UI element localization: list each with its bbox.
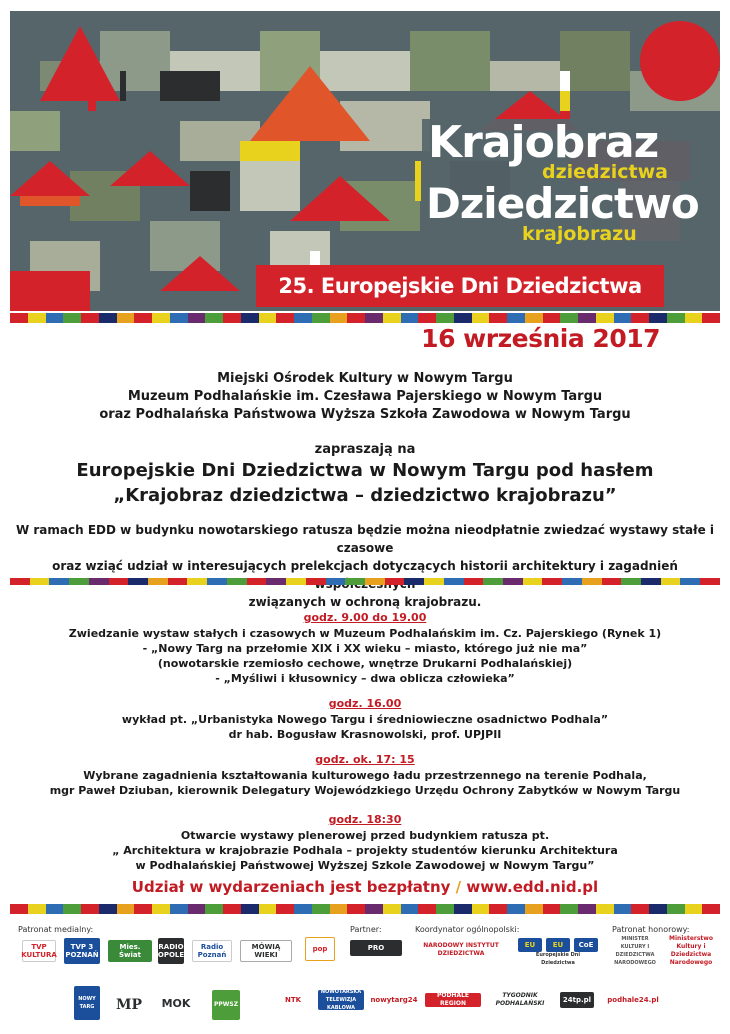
title-block	[422, 119, 707, 267]
event-block	[0, 611, 730, 686]
logo-ministerstwo: Ministerstwo Kultury i Dziedzictwa Narodowego	[665, 936, 717, 966]
headline	[0, 458, 730, 508]
logo-eu: EU	[518, 938, 542, 952]
event-line: (nowotarskie rzemiosło cechowe, wnętrze Drukarni Podhalańskiej)	[157, 657, 573, 670]
event-date: 16 września 2017	[421, 324, 660, 353]
logo-24tp: 24tp.pl	[560, 992, 594, 1008]
description	[0, 521, 730, 611]
description-line: oraz wziąć udział w interesujących prelekcjach dotyczących historii architektury i zagadnień	[52, 559, 678, 573]
logo-pro: PRO	[350, 940, 402, 956]
event-time: godz. 18:30	[328, 813, 402, 826]
logo-tvp-kultura: TVP KULTURA	[22, 940, 56, 962]
logo-nowy-targ: NOWY TARG	[74, 986, 100, 1020]
event-time: godz. 16.00	[328, 697, 402, 710]
title-dziedzictwa: dziedzictwa	[542, 161, 668, 183]
logo-eu: EU	[546, 938, 570, 952]
logo-mowia-wieki: MÓWIĄ WIEKI	[240, 940, 292, 962]
logo-tvp3-poznan: TVP 3 POZNAŃ	[64, 938, 100, 964]
organizer-line: Miejski Ośrodek Kultury w Nowym Targu	[217, 371, 513, 386]
event-line: Otwarcie wystawy plenerowej przed budynkiem ratusza pt.	[180, 829, 550, 842]
partner-label: Partner:	[350, 925, 382, 934]
event-time: godz. 9.00 do 19.00	[303, 611, 427, 624]
event-block	[0, 813, 730, 873]
free-entry-line	[0, 878, 730, 896]
logo-mok: MOK	[156, 990, 196, 1018]
logo-ntk-tv: NOWOTARSKA TELEWIZJA KABLOWA	[318, 990, 364, 1010]
invite-text: zapraszają na	[314, 442, 416, 457]
headline-line: „Krajobraz dziedzictwa – dziedzictwo krajobrazu”	[113, 485, 617, 506]
logo-radio-poznan: Radio Poznań	[192, 940, 232, 962]
event-line: wykład pt. „Urbanistyka Nowego Targu i średniowieczne osadnictwo Podhala”	[121, 713, 609, 726]
description-line: związanych w ochroną krajobrazu.	[248, 595, 482, 609]
coordinator-label: Koordynator ogólnopolski:	[415, 925, 520, 934]
color-stripe	[10, 904, 720, 914]
title-krajobrazu: krajobrazu	[522, 223, 637, 245]
website-link[interactable]: www.edd.nid.pl	[466, 878, 599, 896]
logo-podhale-region: PODHALE REGION	[425, 993, 481, 1007]
event-line: w Podhalańskiej Państwowej Wyższej Szkole Zawodowej w Nowym Targu”	[135, 859, 595, 872]
event-line: „ Architektura w krajobrazie Podhala – projekty studentów kierunku Architektura	[112, 844, 618, 857]
logo-podhale24: podhale24.pl	[608, 990, 658, 1010]
title-dziedzictwo: Dziedzictwo	[426, 179, 699, 228]
event-line: mgr Paweł Dziuban, kierownik Delegatury Wojewódzkiego Urzędu Ochrony Zabytków w Nowym Targu	[49, 784, 681, 797]
event-line: dr hab. Bogusław Krasnowolski, prof. UPJPII	[228, 728, 502, 741]
event-block	[0, 697, 730, 742]
description-line: W ramach EDD w budynku nowotarskiego ratusza będzie można nieodpłatnie zwiedzać wystawy stałe i czasowe	[15, 523, 715, 555]
media-patron-label: Patronat medialny:	[18, 925, 94, 934]
color-stripe	[10, 578, 720, 585]
event-line: - „Myśliwi i kłusownicy – dwa oblicza człowieka”	[215, 672, 515, 685]
logo-minister: MINISTER KULTURY I DZIEDZICTWA NARODOWEGO	[610, 936, 660, 966]
event-block	[0, 753, 730, 798]
logo-nid: NARODOWY INSTYTUT DZIEDZICTWA	[416, 937, 506, 963]
logo-pop: pop	[305, 937, 335, 961]
logo-ntk: NTK	[278, 992, 308, 1008]
logo-radio-opole: RADIO OPOLE	[158, 938, 184, 964]
honor-patron-label: Patronat honorowy:	[612, 925, 690, 934]
logo-edd: Europejskie Dni Dziedzictwa	[526, 954, 590, 964]
logo-tygodnik-podhalanski: TYGODNIK PODHALAŃSKI	[490, 990, 550, 1010]
event-line: Wybrane zagadnienia kształtowania kulturowego ładu przestrzennego na terenie Podhala,	[83, 769, 647, 782]
logo-swiat: Mies. Świat	[108, 940, 152, 962]
free-entry-text: Udział w wydarzeniach jest bezpłatny	[131, 878, 451, 896]
event-line: Zwiedzanie wystaw stałych i czasowych w Muzeum Podhalańskim im. Cz. Pajerskiego (Rynek 1)	[68, 627, 662, 640]
organizer-line: oraz Podhalańska Państwowa Wyższa Szkoła Zawodowa w Nowym Targu	[99, 407, 631, 422]
title-krajobraz: Krajobraz	[428, 117, 659, 168]
logo-muzeum-podhalanskie: MP	[112, 990, 146, 1020]
event-line: - „Nowy Targ na przełomie XIX i XX wieku – miasto, którego już nie ma”	[142, 642, 588, 655]
organizers	[0, 370, 730, 424]
separator: /	[455, 878, 462, 896]
headline-line: Europejskie Dni Dziedzictwa w Nowym Targu pod hasłem	[76, 460, 654, 481]
event-time: godz. ok. 17: 15	[315, 753, 415, 766]
organizer-line: Muzeum Podhalańskie im. Czesława Pajerskiego w Nowym Targu	[127, 389, 603, 404]
logo-nowytarg24: nowytarg24	[370, 990, 418, 1010]
edd-banner: 25. Europejskie Dni Dziedzictwa	[256, 265, 664, 307]
logo-coe: CoE	[574, 938, 598, 952]
color-stripe	[10, 313, 720, 323]
logo-ppwsz: PPWSZ	[212, 990, 240, 1020]
